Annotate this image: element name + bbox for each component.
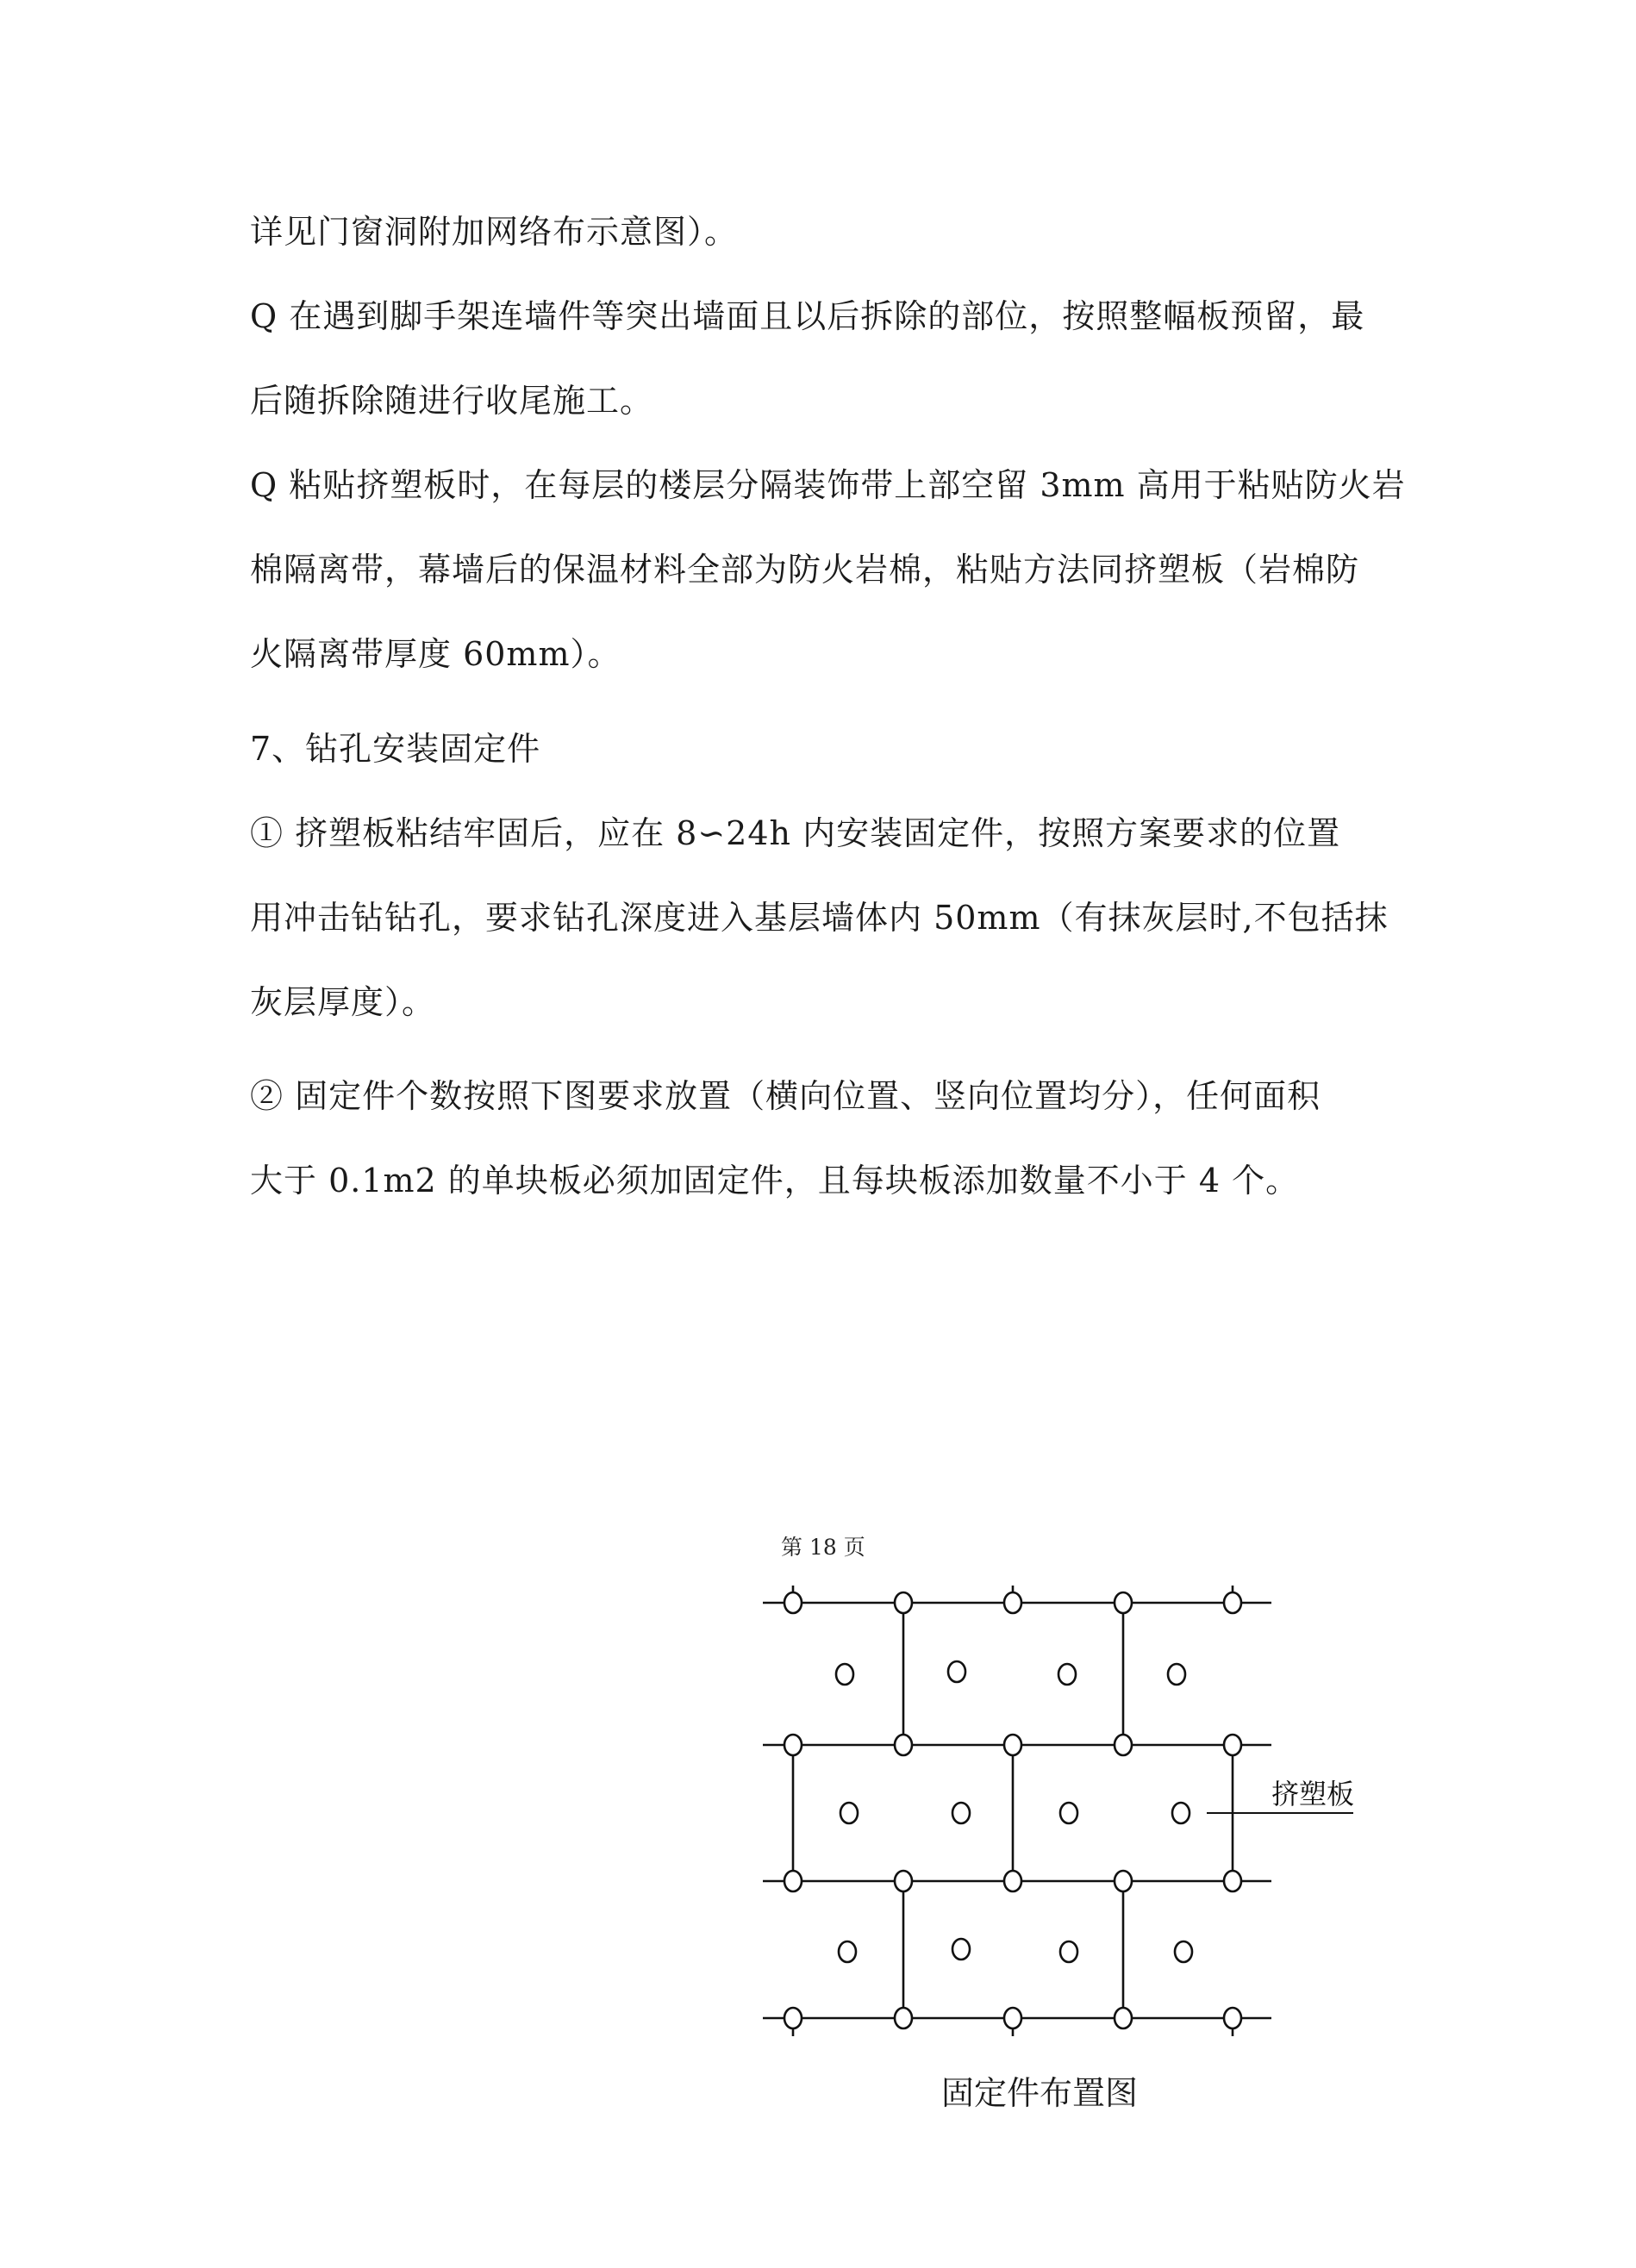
fastener-anchor	[836, 1664, 853, 1685]
fastener-anchor	[1058, 1664, 1076, 1685]
figure-caption: 固定件布置图	[941, 2074, 1139, 2112]
board-label: 挤塑板	[1271, 1778, 1355, 1810]
fastener-anchor	[1115, 1871, 1132, 1891]
page-number: 第 18 页	[781, 1535, 865, 1560]
fastener-anchor	[1175, 1941, 1192, 1962]
text-line: 灰层厚度）。	[250, 983, 436, 1021]
fastener-anchor	[1115, 1592, 1132, 1613]
fastener-anchor	[895, 2008, 912, 2028]
fastener-anchor	[1224, 1871, 1241, 1891]
fastener-anchor	[839, 1941, 856, 1962]
fastener-anchor	[948, 1661, 965, 1682]
fastener-anchor	[895, 1735, 912, 1755]
fastener-anchor	[1115, 1735, 1132, 1755]
text-line: 详见门窗洞附加网络布示意图）。	[250, 213, 739, 251]
paragraph-fire-barrier	[250, 443, 1406, 696]
text-line: Q 粘贴挤塑板时，在每层的楼层分隔装饰带上部空留 3mm 高用于粘贴防火岩	[250, 466, 1406, 504]
fastener-anchor	[1172, 1803, 1190, 1823]
fastener-anchor	[1004, 2008, 1021, 2028]
text-line: 用冲击钻钻孔，要求钻孔深度进入基层墙体内 50mm（有抹灰层时,不包括抹	[250, 899, 1389, 937]
paragraph-door-window-mesh	[250, 190, 1396, 274]
fastener-anchor	[1224, 1735, 1241, 1755]
paragraph-scaffold-reserve	[250, 274, 1396, 443]
text-line: 7、钻孔安装固定件	[250, 730, 541, 768]
text-line: 后随拆除随进行收尾施工。	[250, 382, 654, 420]
text-line: ② 固定件个数按照下图要求放置（横向位置、竖向位置均分），任何面积	[250, 1077, 1321, 1115]
text-line: 棉隔离带，幕墙后的保温材料全部为防火岩棉，粘贴方法同挤塑板（岩棉防	[250, 551, 1360, 589]
fastener-anchor	[1060, 1803, 1077, 1823]
fastener-layout-diagram	[750, 1564, 1371, 2055]
section-heading-drilling	[250, 707, 1396, 791]
paragraph-drilling-step-2	[250, 1054, 1396, 1223]
fastener-anchor	[895, 1592, 912, 1613]
fastener-anchor	[1004, 1735, 1021, 1755]
fastener-anchor	[784, 2008, 802, 2028]
fastener-anchor	[1224, 2008, 1241, 2028]
fastener-anchor	[895, 1871, 912, 1891]
text-line: 大于 0.1m2 的单块板必须加固定件，且每块板添加数量不小于 4 个。	[250, 1162, 1300, 1199]
fastener-anchor	[1060, 1941, 1077, 1962]
text-line: ① 挤塑板粘结牢固后，应在 8∽24h 内安装固定件，按照方案要求的位置	[250, 814, 1341, 852]
fastener-anchor	[952, 1803, 970, 1823]
fastener-anchor	[1004, 1871, 1021, 1891]
fastener-anchor	[784, 1735, 802, 1755]
paragraph-drilling-step-1	[250, 791, 1396, 1044]
text-line: 火隔离带厚度 60mm）。	[250, 635, 621, 673]
fastener-anchor	[1224, 1592, 1241, 1613]
fastener-anchor	[840, 1803, 858, 1823]
fastener-anchor	[1168, 1664, 1185, 1685]
fastener-anchor	[1115, 2008, 1132, 2028]
text-line: Q 在遇到脚手架连墙件等突出墙面且以后拆除的部位，按照整幅板预留，最	[250, 297, 1365, 335]
fastener-anchor	[784, 1871, 802, 1891]
fastener-anchor	[952, 1939, 970, 1960]
fastener-anchor	[1004, 1592, 1021, 1613]
fastener-anchor	[784, 1592, 802, 1613]
